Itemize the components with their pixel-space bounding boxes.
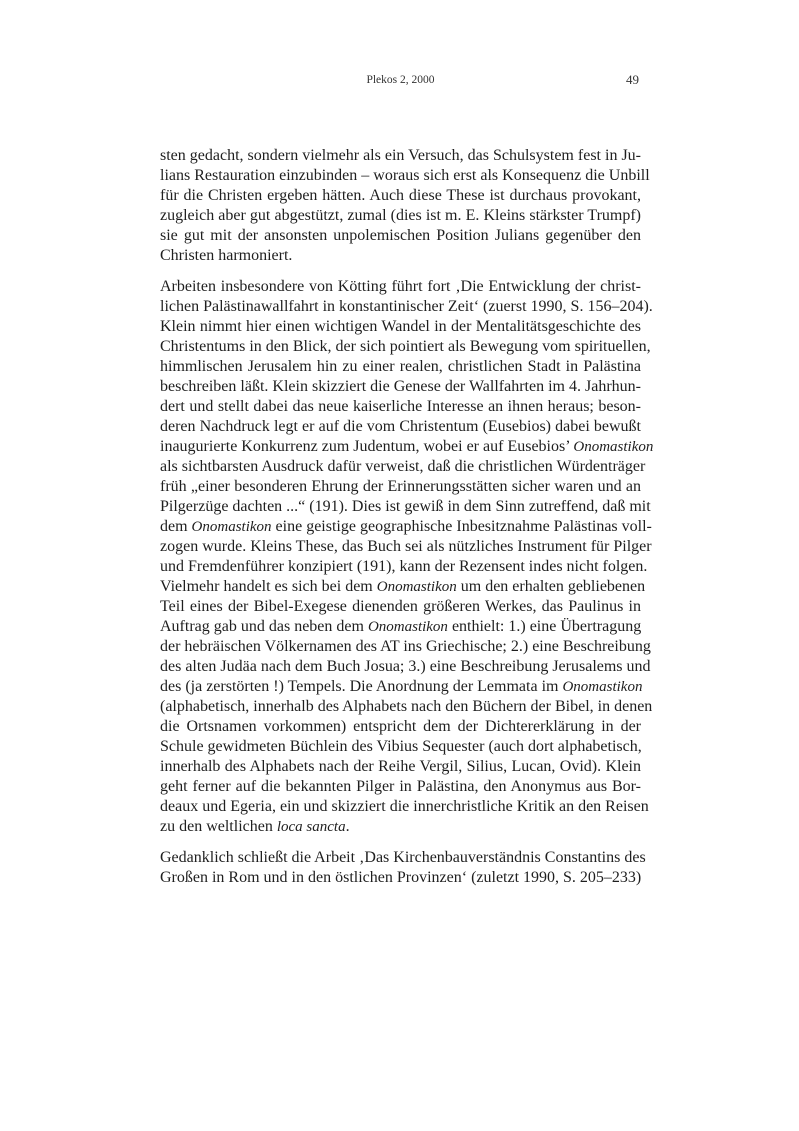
text-line: dert und stellt dabei das neue kaiserliche Interesse an ihnen heraus; beson- bbox=[160, 398, 641, 415]
text-line: deaux und Egeria, ein und skizziert die innerchristliche Kritik an den Reisen bbox=[160, 798, 649, 815]
paragraph bbox=[160, 848, 646, 888]
text-line: zu den weltlichen loca sancta. bbox=[160, 818, 350, 835]
text-line: inaugurierte Konkurrenz zum Judentum, wobei er auf Eusebios’ Onomastikon bbox=[160, 438, 654, 455]
text-line: beschreiben läßt. Klein skizziert die Genese der Wallfahrten im 4. Jahrhun- bbox=[160, 378, 641, 395]
running-title: Plekos 2, 2000 bbox=[366, 74, 435, 86]
text-line: (alphabetisch, innerhalb des Alphabets nach den Büchern der Bibel, in denen bbox=[160, 698, 653, 715]
text-line: Arbeiten insbesondere von Kötting führt fort ‚Die Entwicklung der christ- bbox=[160, 278, 641, 295]
text-line: Christen harmoniert. bbox=[160, 247, 293, 264]
text-line: Auftrag gab und das neben dem Onomastikon enthielt: 1.) eine Übertragung bbox=[160, 618, 642, 635]
page-number: 49 bbox=[626, 72, 639, 87]
text-line: die Ortsnamen vorkommen) entspricht dem der Dichtererklärung in der bbox=[160, 718, 641, 735]
text-line: des alten Judäa nach dem Buch Josua; 3.) eine Beschreibung Jerusalems und bbox=[160, 658, 651, 675]
text-line: für die Christen ergeben hätten. Auch diese These ist durchaus provokant, bbox=[160, 187, 641, 204]
text-line: Christentums in den Blick, der sich pointiert als Bewegung vom spirituellen, bbox=[160, 338, 651, 355]
text-line: himmlischen Jerusalem hin zu einer realen, christlichen Stadt in Palästina bbox=[160, 358, 641, 375]
text-line: dem Onomastikon eine geistige geographische Inbesitznahme Palästinas voll- bbox=[160, 518, 652, 535]
text-line: Klein nimmt hier einen wichtigen Wandel in der Mentalitätsgeschichte des bbox=[160, 318, 641, 335]
text-line: Schule gewidmeten Büchlein des Vibius Sequester (auch dort alphabetisch, bbox=[160, 738, 642, 755]
text-line: sten gedacht, sondern vielmehr als ein Versuch, das Schulsystem fest in Ju- bbox=[160, 147, 641, 164]
italic-title: Onomastikon bbox=[376, 579, 457, 595]
italic-title: Onomastikon bbox=[562, 679, 643, 695]
text-line: zugleich aber gut abgestützt, zumal (dies ist m. E. Kleins stärkster Trumpf) bbox=[160, 207, 641, 224]
text-line: und Fremdenführer konzipiert (191), kann der Rezensent indes nicht folgen. bbox=[160, 558, 648, 575]
text-line: als sichtbarsten Ausdruck dafür verweist, daß die christlichen Würdenträger bbox=[160, 458, 646, 475]
text-line: deren Nachdruck legt er auf die vom Christentum (Eusebios) dabei bewußt bbox=[160, 418, 641, 435]
text-line: lians Restauration einzubinden – woraus sich erst als Konsequenz die Unbill bbox=[160, 167, 650, 184]
text-line: zogen wurde. Kleins These, das Buch sei als nützliches Instrument für Pilger bbox=[160, 538, 652, 555]
text-line: sie gut mit der ansonsten unpolemischen Position Julians gegenüber den bbox=[160, 227, 641, 244]
text-line: geht ferner auf die bekannten Pilger in Palästina, den Anonymus aus Bor- bbox=[160, 778, 641, 795]
text-line: der hebräischen Völkernamen des AT ins Griechische; 2.) eine Beschreibung bbox=[160, 638, 651, 655]
italic-title: Onomastikon bbox=[573, 439, 654, 455]
text-line: Großen in Rom und in den östlichen Provinzen‘ (zuletzt 1990, S. 205–233) bbox=[160, 869, 642, 886]
text-line: Vielmehr handelt es sich bei dem Onomastikon um den erhalten gebliebenen bbox=[160, 578, 646, 595]
italic-title: Onomastikon bbox=[367, 619, 448, 635]
italic-title: Onomastikon bbox=[191, 519, 272, 535]
paragraph bbox=[160, 146, 650, 266]
text-line: lichen Palästinawallfahrt in konstantinischer Zeit‘ (zuerst 1990, S. 156–204). bbox=[160, 298, 653, 315]
text-line: Pilgerzüge dachten ...“ (191). Dies ist gewiß in dem Sinn zutreffend, daß mit bbox=[160, 498, 651, 515]
text-line: des (ja zerstörten !) Tempels. Die Anordnung der Lemmata im Onomastikon bbox=[160, 678, 643, 695]
page-header bbox=[160, 72, 641, 92]
text-line: Gedanklich schließt die Arbeit ‚Das Kirchenbauverständnis Constantins des bbox=[160, 849, 646, 866]
text-line: früh „einer besonderen Ehrung der Erinnerungsstätten sicher waren und an bbox=[160, 478, 641, 495]
text-line: innerhalb des Alphabets nach der Reihe Vergil, Silius, Lucan, Ovid). Klein bbox=[160, 758, 641, 775]
body-text bbox=[160, 146, 654, 899]
italic-title: loca sancta bbox=[276, 819, 346, 835]
paragraph bbox=[160, 277, 654, 837]
text-line: Teil eines der Bibel-Exegese dienenden größeren Werkes, das Paulinus in bbox=[160, 598, 641, 615]
